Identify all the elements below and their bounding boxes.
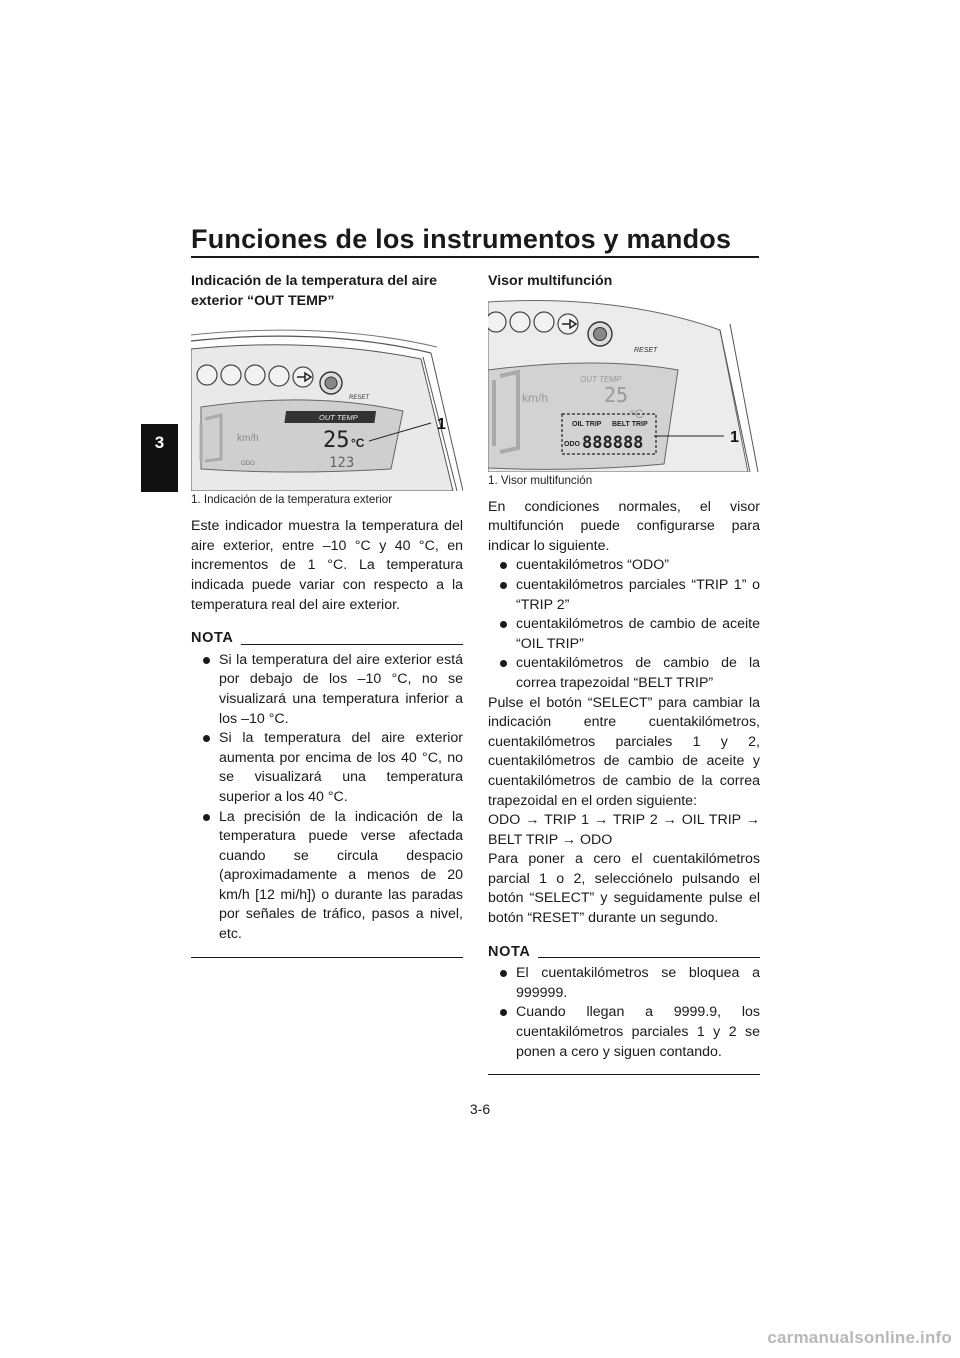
- nota-list: [191, 651, 463, 945]
- speed-unit: km/h: [522, 390, 549, 405]
- title-rule: [191, 256, 759, 258]
- odo-label: ODO: [564, 440, 580, 448]
- select-instructions: Pulse el botón “SELECT” para cambiar la indicación entre cuentakilómetros, cuentakilómetros parciales 1 y 2, cuentakilómetros de cambio de aceite y cuentakilómetros de cambio de la correa trapezoidal en el orden siguiente:: [488, 694, 760, 809]
- reset-instructions: Para poner a cero el cuentakilómetros parcial 1 o 2, selecciónelo pulsando el botón “SELECT” y seguidamente pulse el botón “RESET” durante un segundo.: [488, 851, 760, 927]
- right-column: [488, 272, 760, 1075]
- temp-unit: °C: [351, 436, 365, 451]
- odo-label: ODO: [241, 461, 255, 468]
- temp-value: 25: [604, 382, 629, 407]
- out-temp-figure: [191, 319, 463, 491]
- section-heading-multifunction: Visor multifunción: [488, 273, 613, 289]
- figure-caption: 1. Indicación de la temperatura exterior: [191, 493, 393, 507]
- nota-rule: [538, 957, 760, 958]
- nota-label: NOTA: [191, 630, 234, 647]
- nota-label: NOTA: [488, 943, 531, 960]
- figure-caption: 1. Visor multifunción: [488, 473, 593, 487]
- nota-list: [488, 964, 760, 1062]
- list-item: cuentakilómetros de cambio de la correa trapezoidal “BELT TRIP”: [500, 654, 760, 693]
- temp-unit: °C: [630, 406, 644, 421]
- list-item: cuentakilómetros “ODO”: [500, 556, 760, 576]
- out-temp-description: Este indicador muestra la temperatura del aire exterior, entre –10 °C y 40 °C, en incrementos de 1 °C. La temperatura indicada puede variar con respecto a la temperatura real del aire exterior.: [191, 518, 463, 613]
- multifunction-figure: [488, 300, 760, 472]
- belt-trip-label: BELT TRIP: [612, 420, 648, 428]
- reset-label: RESET: [634, 346, 658, 354]
- nota-end-rule: [488, 1074, 760, 1075]
- watermark-link[interactable]: carmanualsonline.info: [767, 1328, 952, 1347]
- out-temp-lcd-label: OUT TEMP: [580, 374, 622, 384]
- page-number: 3-6: [469, 1101, 491, 1117]
- list-item: cuentakilómetros de cambio de aceite “OIL TRIP”: [500, 615, 760, 654]
- multifunction-display-illustration: [488, 300, 760, 472]
- multifunction-intro: En condiciones normales, el visor multifunción puede configurarse para indicar lo siguiente.: [488, 498, 760, 554]
- nota-header: [191, 629, 463, 649]
- nota-rule: [241, 644, 463, 645]
- instrument-panel-illustration: [191, 319, 463, 491]
- left-column: [191, 272, 463, 958]
- list-item: Si la temperatura del aire exterior aumenta por encima de los 40 °C, no se visualizará una temperatura superior a los 40 °C.: [203, 729, 463, 807]
- out-temp-lcd-label: OUT TEMP: [319, 413, 358, 423]
- list-item: La precisión de la indicación de la temperatura puede verse afectada cuando se circula despacio (aproximadamente a menos de 20 km/h [12 mi/h]) o durante las paradas por señales de tráfico, pasos a nivel, etc.: [203, 808, 463, 945]
- chapter-number: 3: [154, 433, 165, 452]
- list-item: Si la temperatura del aire exterior está por debajo de los –10 °C, no se visualizará una temperatura inferior a los –10 °C.: [203, 651, 463, 729]
- list-item: El cuentakilómetros se bloquea a 999999.: [500, 964, 760, 1003]
- odo-value: 888888: [582, 432, 644, 453]
- odo-value: 123: [329, 455, 355, 472]
- callout-1: 1: [437, 416, 446, 434]
- page-title: Funciones de los instrumentos y mandos: [191, 224, 732, 254]
- reset-label: RESET: [349, 395, 370, 402]
- section-heading-out-temp: Indicación de la temperatura del aire exterior “OUT TEMP”: [191, 273, 438, 309]
- callout-1: 1: [730, 428, 739, 446]
- display-modes-list: [488, 556, 760, 693]
- mode-sequence: ODO → TRIP 1 → TRIP 2 → OIL TRIP → BELT TRIP → ODO: [488, 812, 760, 848]
- list-item: cuentakilómetros parciales “TRIP 1” o “TRIP 2”: [500, 576, 760, 615]
- speed-unit: km/h: [237, 433, 259, 445]
- nota-header: [488, 943, 760, 963]
- list-item: Cuando llegan a 9999.9, los cuentakilómetros parciales 1 y 2 se ponen a cero y siguen contando.: [500, 1003, 760, 1062]
- temp-value: 25: [323, 428, 350, 454]
- oil-trip-label: OIL TRIP: [572, 420, 602, 428]
- nota-end-rule: [191, 957, 463, 958]
